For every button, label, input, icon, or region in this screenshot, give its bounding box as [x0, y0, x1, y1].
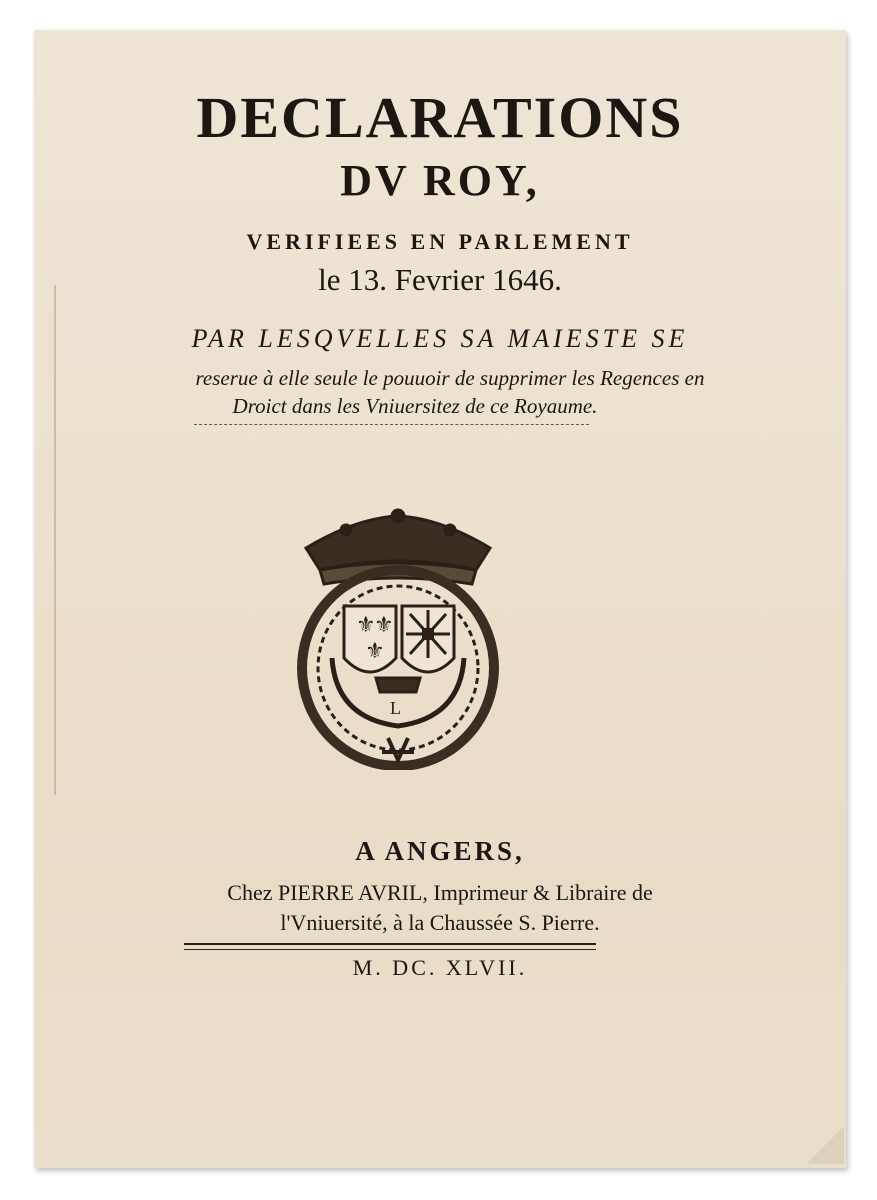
- page-corner-fold: [806, 1126, 844, 1164]
- svg-text:L: L: [390, 698, 401, 718]
- verification-line: VERIFIEES EN PARLEMENT: [246, 229, 634, 254]
- svg-text:⚜: ⚜: [374, 613, 394, 638]
- divider: [194, 424, 589, 425]
- description-line-2: Droict dans les Vniuersitez de ce Royaume.: [232, 394, 598, 418]
- date-line: le 13. Fevrier 1646.: [318, 262, 562, 297]
- svg-text:⚜: ⚜: [365, 639, 385, 664]
- city-line: A ANGERS,: [355, 836, 525, 866]
- description-caps: PAR LESQVELLES SA MAIESTE SE: [191, 324, 689, 353]
- document-subtitle: DV ROY,: [340, 156, 540, 205]
- double-rule-bottom: [184, 949, 596, 950]
- description-line-1: reserue à elle seule le pouuoir de supprimer les Regences en: [195, 366, 705, 390]
- printer-line-1: Chez PIERRE AVRIL, Imprimeur & Libraire de: [227, 880, 653, 905]
- title-page: [34, 30, 846, 1168]
- svg-text:⚜: ⚜: [356, 613, 376, 638]
- double-rule-top: [184, 943, 596, 945]
- printer-line-2: l'Vniuersité, à la Chaussée S. Pierre.: [280, 910, 600, 935]
- royal-coat-of-arms-icon: [296, 508, 500, 770]
- document-title: DECLARATIONS: [196, 85, 684, 150]
- publication-year: M. DC. XLVII.: [352, 955, 528, 980]
